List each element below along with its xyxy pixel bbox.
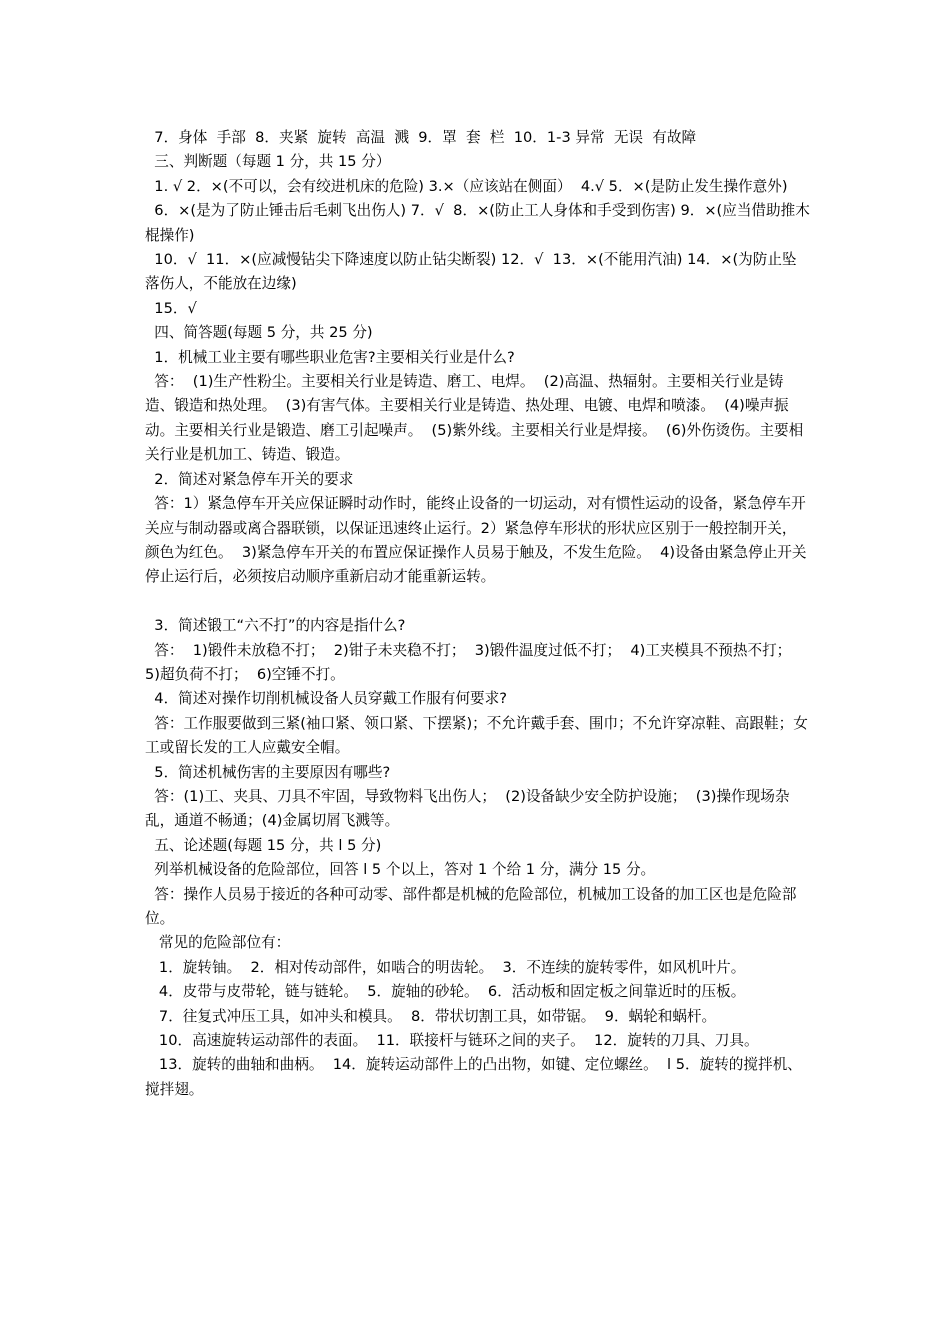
- question-1: 1．机械工业主要有哪些职业危害?主要相关行业是什么?: [145, 348, 515, 366]
- answer-2: 答：1）紧急停车开关应保证瞬时动作时，能终止设备的一切运动，对有惯性运动的设备，紧急停车开关应与制动器或离合器联锁，以保证迅速终止运行。2）紧急停车形状的形状应区别于一般控制开关，颜色为红色。 3)紧急停车开关的布置应保证操作人员易于触及，不发生危险。 4)设备由紧急停止开关停止运行后，必须按启动顺序重新启动才能重新运转。: [145, 495, 807, 586]
- answer-line-tf-6-9: 6．×(是为了防止锤击后毛刺飞出伤人) 7．√ 8．×(防止工人身体和手受到伤害) 9．×(应当借助推木棍操作): [145, 202, 810, 244]
- section-heading-essay: 五、论述题(每题 15 分，共 l 5 分): [145, 836, 382, 854]
- section-heading-true-false: 三、判断题（每题 1 分，共 15 分）: [145, 153, 391, 171]
- question-4: 4．简述对操作切削机械设备人员穿戴工作服有何要求?: [145, 690, 507, 708]
- essay-list-line-3: 7．往复式冲压工具，如冲头和模具。 8．带状切割工具，如带锯。 9．蜗轮和蜗杆。: [145, 1007, 717, 1025]
- answer-3: 答： 1)锻件未放稳不打； 2)钳子未夹稳不打； 3)锻件温度过低不打； 4)工夹模具不预热不打； 5)超负荷不打； 6)空锤不打。: [145, 641, 801, 683]
- answer-5: 答：(1)工、夹具、刀具不牢固，导致物料飞出伤人； (2)设备缺少安全防护设施； (3)操作现场杂乱，通道不畅通；(4)金属切屑飞溅等。: [145, 787, 790, 830]
- answer-line-tf-15: 15．√: [145, 299, 197, 317]
- answer-1: 答： (1)生产性粉尘。主要相关行业是铸造、磨工、电焊。 (2)高温、热辐射。主要相关行业是铸造、锻造和热处理。 (3)有害气体。主要相关行业是铸造、热处理、电镀、电焊和喷漆。 (4)噪声振动。主要相关行业是锻造、磨工引起噪声。 (5)紫外线。主要相关行业是焊接。 (6)外伤烫伤。主要相关行业是机加工、铸造、锻造。: [145, 373, 804, 464]
- essay-question: 列举机械设备的危险部位，回答 l 5 个以上，答对 1 个给 1 分，满分 15 分。: [145, 861, 656, 879]
- answer-line-tf-10-14: 10．√ 11．×(应减慢钻尖下降速度以防止钻尖断裂) 12．√ 13．×(不能用汽油) 14．×(为防止坠落伤人，不能放在边缘): [145, 251, 797, 293]
- answer-line-tf-1-5: 1. √ 2．×(不可以，会有绞进机床的危险) 3.×（应该站在侧面） 4.√ 5．×(是防止发生操作意外): [145, 177, 788, 195]
- essay-list-line-4: 10．高速旋转运动部件的表面。 11．联接杆与链环之间的夹子。 12．旋转的刀具、刀具。: [145, 1032, 759, 1050]
- answer-4: 答：工作服要做到三紧(袖口紧、领口紧、下摆紧)；不允许戴手套、围巾；不允许穿凉鞋、高跟鞋；女工或留长发的工人应戴安全帽。: [145, 714, 808, 757]
- question-5: 5．简述机械伤害的主要原因有哪些?: [145, 763, 391, 781]
- essay-list-line-5: 13．旋转的曲轴和曲柄。 14．旋转运动部件上的凸出物，如键、定位螺丝。 l 5．旋转的搅拌机、搅拌翅。: [145, 1056, 802, 1098]
- essay-list-heading: 常见的危险部位有：: [145, 934, 291, 952]
- essay-list-line-2: 4．皮带与皮带轮，链与链轮。 5．旋轴的砂轮。 6．活动板和固定板之间靠近时的压板。: [145, 983, 746, 1001]
- answer-line-fill-in-7-10: 7．身体 手部 8．夹紧 旋转 高温 溅 9．罩 套 栏 10．1-3 异常 无误 有故障: [145, 129, 697, 146]
- section-heading-short-answer: 四、简答题(每题 5 分，共 25 分): [145, 324, 373, 342]
- document-body: [145, 126, 810, 1102]
- question-2: 2．简述对紧急停车开关的要求: [145, 470, 354, 488]
- essay-list-line-1: 1．旋转铀。 2．相对传动部件，如啮合的明齿轮。 3．不连续的旋转零件，如风机叶片。: [145, 958, 746, 976]
- essay-answer-intro: 答：操作人员易于接近的各种可动零、部件都是机械的危险部位，机械加工设备的加工区也是危险部位。: [145, 885, 797, 927]
- question-3: 3．简述锻工“六不打”的内容是指什么?: [145, 617, 406, 635]
- blank-line: [145, 590, 810, 614]
